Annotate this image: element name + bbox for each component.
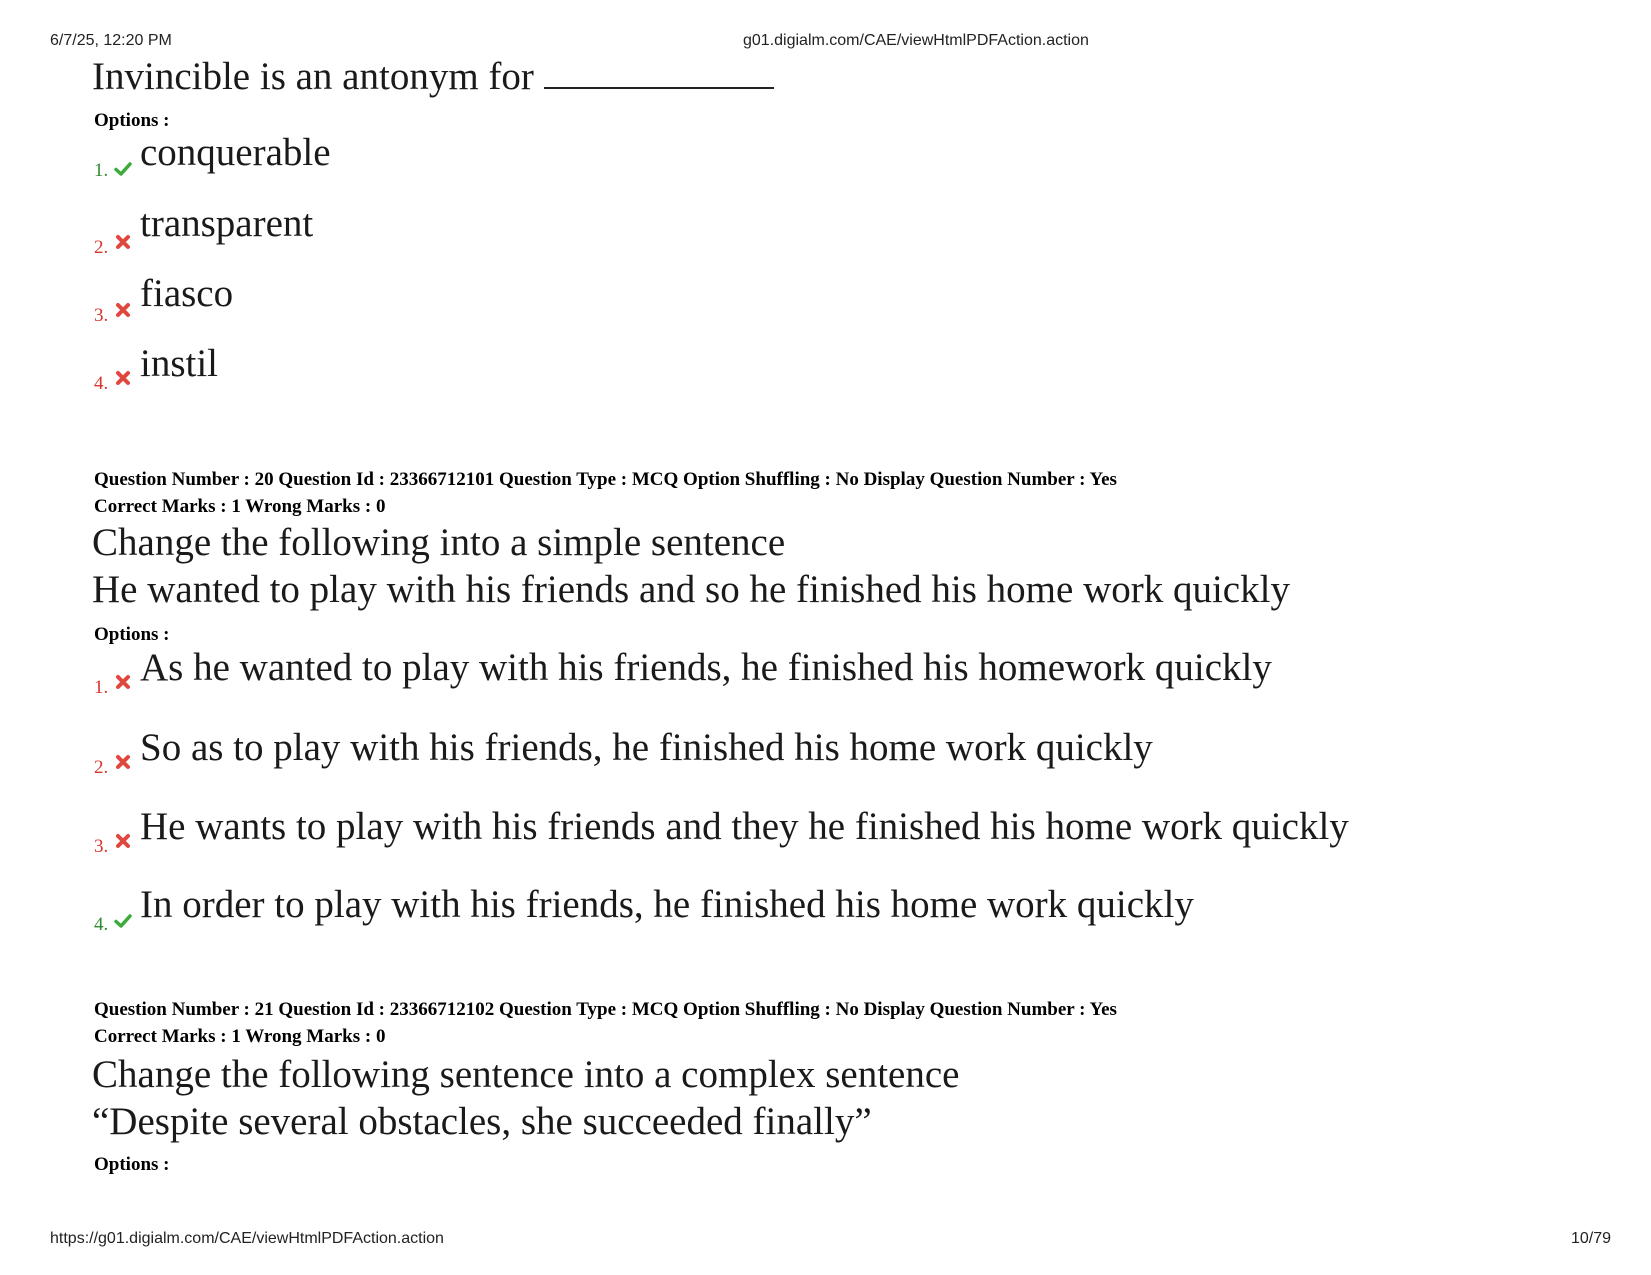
answer-blank bbox=[544, 59, 774, 89]
option-number: 1. bbox=[94, 677, 109, 698]
question-marks: Correct Marks : 1 Wrong Marks : 0 bbox=[94, 1026, 386, 1047]
option-text: fiasco bbox=[140, 272, 234, 315]
print-footer-url: https://g01.digialm.com/CAE/viewHtmlPDFAction.action bbox=[50, 1230, 444, 1247]
cross-icon bbox=[114, 301, 132, 319]
print-timestamp: 6/7/25, 12:20 PM bbox=[50, 32, 172, 49]
question-sentence: “Despite several obstacles, she succeeded finally” bbox=[92, 1100, 872, 1143]
option-text: In order to play with his friends, he finished his home work quickly bbox=[140, 883, 1194, 926]
check-icon bbox=[114, 912, 132, 930]
options-label: Options : bbox=[94, 1154, 170, 1175]
question-meta: Question Number : 21 Question Id : 23366712102 Question Type : MCQ Option Shuffling : No Display Question Number : Yes bbox=[94, 999, 1117, 1020]
option-number: 2. bbox=[94, 757, 109, 778]
option-number: 4. bbox=[94, 914, 109, 935]
question-text: Change the following into a simple sentence bbox=[92, 521, 786, 564]
option-text: He wants to play with his friends and they he finished his home work quickly bbox=[140, 805, 1349, 848]
option-text: As he wanted to play with his friends, he finished his homework quickly bbox=[140, 646, 1272, 689]
cross-icon bbox=[114, 369, 132, 387]
option-text: transparent bbox=[140, 202, 314, 245]
cross-icon bbox=[114, 832, 132, 850]
cross-icon bbox=[114, 233, 132, 251]
option-number: 2. bbox=[94, 237, 109, 258]
question-sentence: He wanted to play with his friends and so he finished his home work quickly bbox=[92, 568, 1290, 611]
question-text: Change the following sentence into a complex sentence bbox=[92, 1053, 960, 1096]
question-meta: Question Number : 20 Question Id : 23366712101 Question Type : MCQ Option Shuffling : No Display Question Number : Yes bbox=[94, 469, 1117, 490]
option-number: 4. bbox=[94, 373, 109, 394]
question-text: Invincible is an antonym for bbox=[92, 54, 774, 99]
option-text: instil bbox=[140, 342, 219, 385]
option-number: 3. bbox=[94, 836, 109, 857]
cross-icon bbox=[114, 673, 132, 691]
option-number: 1. bbox=[94, 160, 109, 181]
cross-icon bbox=[114, 753, 132, 771]
option-text: So as to play with his friends, he finished his home work quickly bbox=[140, 726, 1153, 769]
question-marks: Correct Marks : 1 Wrong Marks : 0 bbox=[94, 496, 386, 517]
option-number: 3. bbox=[94, 305, 109, 326]
options-label: Options : bbox=[94, 624, 170, 645]
page-number: 10/79 bbox=[1570, 1230, 1611, 1247]
print-header-url: g01.digialm.com/CAE/viewHtmlPDFAction.action bbox=[743, 32, 1089, 49]
option-text: conquerable bbox=[140, 131, 331, 174]
check-icon bbox=[114, 160, 132, 178]
options-label: Options : bbox=[94, 110, 170, 131]
